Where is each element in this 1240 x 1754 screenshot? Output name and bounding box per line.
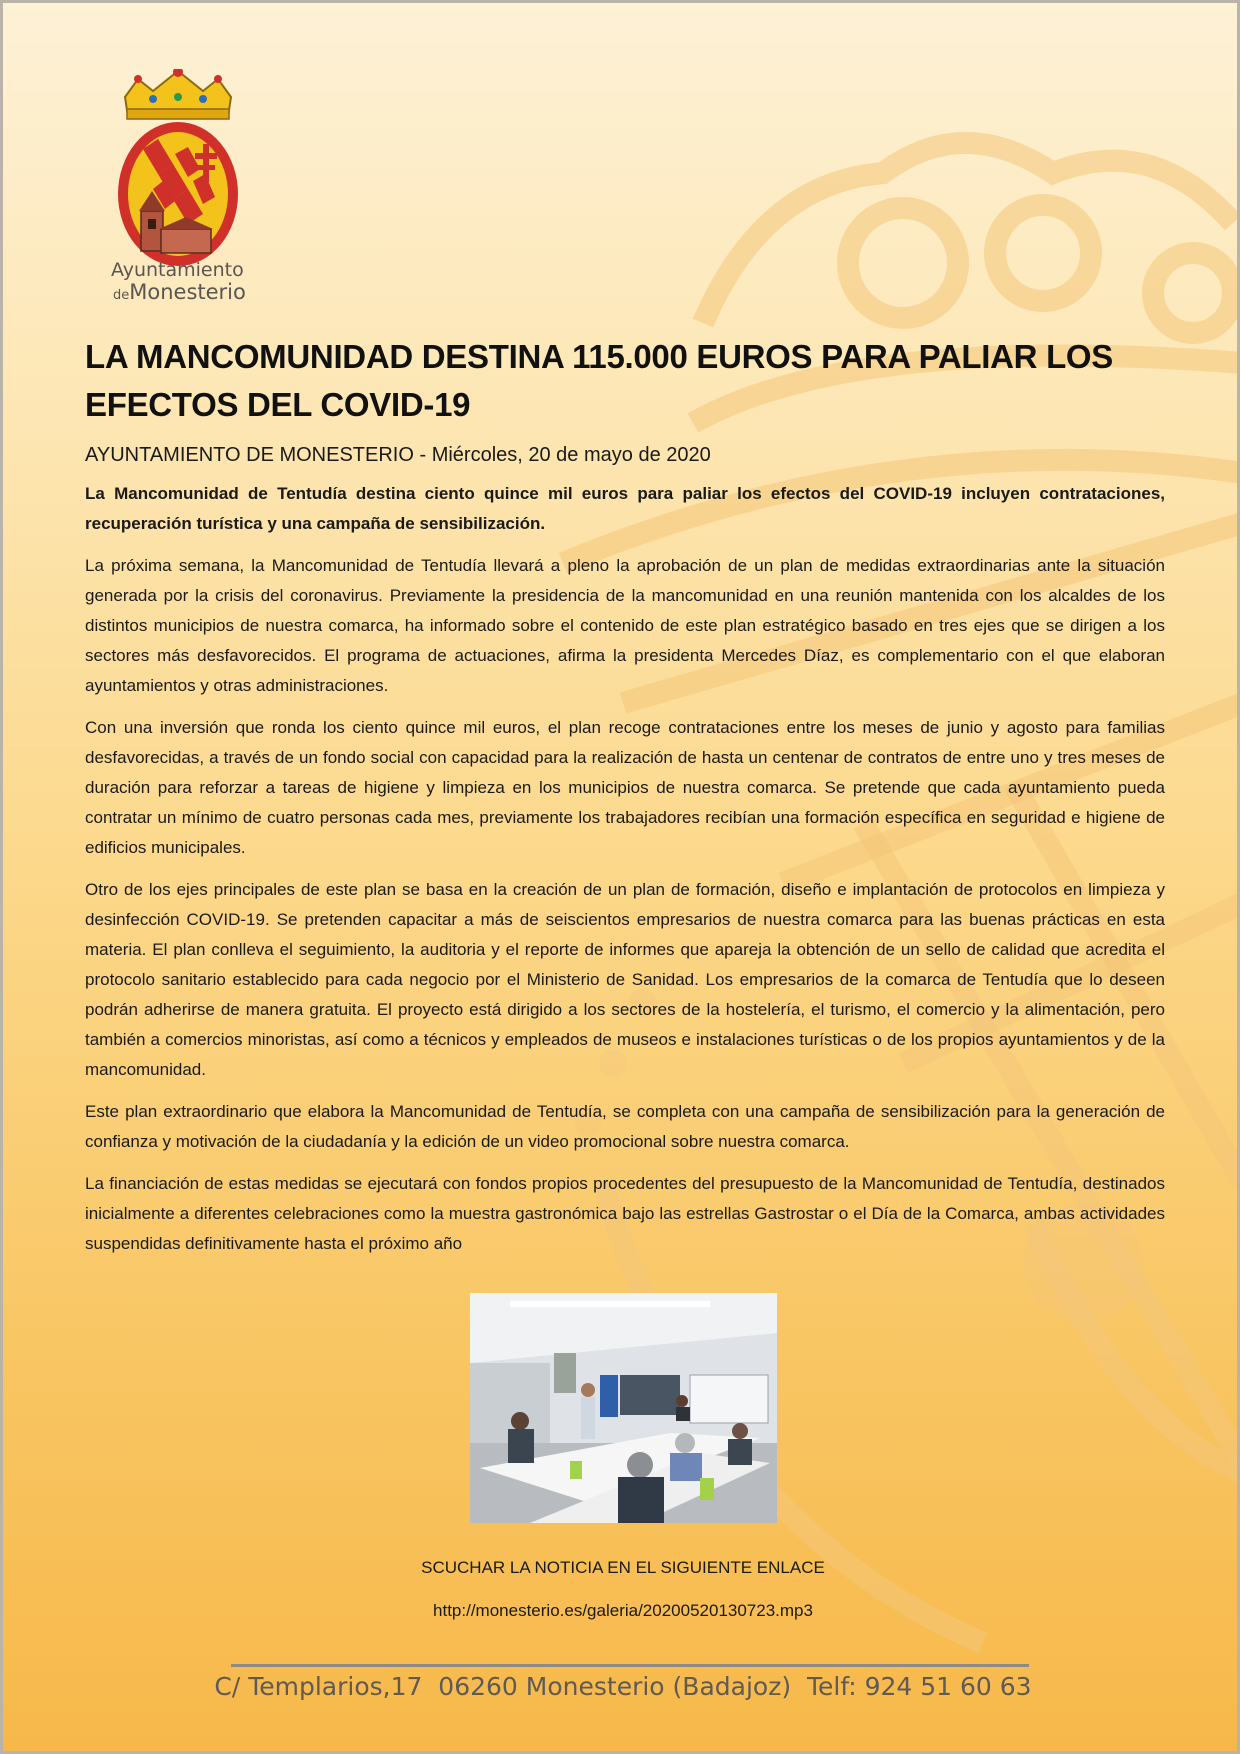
listen-label: SCUCHAR LA NOTICIA EN EL SIGUIENTE ENLACE [421,1558,825,1577]
byline: AYUNTAMIENTO DE MONESTERIO - Miércoles, 20 de mayo de 2020 [85,444,711,466]
body-paragraph: Otro de los ejes principales de este plan se basa en la creación de un plan de formación, diseño e implantación de protocolos en limpieza y desinfección COVID-19. Se pretenden capacitar a más de seiscientos empresarios de nuestra comarca para las buenas prácticas en esta materia. El plan conlleva el seguimiento, la auditoria y el reporte de informes que apareja la obtención de un sello de calidad que acredita el protocolo sanitario establecido para cada negocio por el Ministerio de Sanidad. Los empresarios de la comarca de Tentudía que lo deseen podrán adherirse de manera gratuita. El proyecto está dirigido a los sectores de la hostelería, el turismo, el comercio y la alimentación, pero también a comercios minoristas, así como a técnicos y empleados de museos e instalaciones turísticas o de los propios ayuntamientos y de la mancomunidad. [85,880,1165,1079]
article [85,333,1165,1259]
audio-link[interactable]: http://monesterio.es/galeria/20200520130723.mp3 [433,1601,813,1620]
logo-wordmark [111,259,261,307]
meeting-photo [470,1293,777,1523]
body-paragraph: Este plan extraordinario que elabora la Mancomunidad de Tentudía, se completa con una campaña de sensibilización para la generación de confianza y motivación de la ciudadanía y la edición de un video promocional sobre nuestra comarca. [85,1102,1165,1151]
logo-line2-big: Monesterio [129,280,246,304]
meeting-photo-illustration [470,1293,777,1523]
lead-paragraph: La Mancomunidad de Tentudía destina ciento quince mil euros para paliar los efectos del COVID-19 incluyen contrataciones, recuperación turística y una campaña de sensibilización. [85,484,1165,533]
footer-address: C/ Templarios,17 06260 Monesterio (Badajoz) Telf: 924 51 60 63 [214,1672,1032,1701]
logo-line1: Ayuntamiento [111,259,244,281]
title-line1: LA MANCOMUNIDAD DESTINA 115.000 EUROS PARA PALIAR LOS [85,338,1113,375]
body-paragraph: La financiación de estas medidas se ejecutará con fondos propios procedentes del presupuesto de la Mancomunidad de Tentudía, destinados inicialmente a diferentes celebraciones como la muestra gastronómica bajo las estrellas Gastrostar o el Día de la Comarca, ambas actividades suspendidas definitivamente hasta el próximo año [85,1174,1165,1253]
page-title [85,333,1165,429]
logo-line2 [113,281,261,307]
body-paragraph: Con una inversión que ronda los ciento quince mil euros, el plan recoge contrataciones entre los meses de junio y agosto para familias desfavorecidas, a través de un fondo social con capacidad para la realización de hasta un centenar de contratos de entre uno y tres meses de duración para reforzar a tareas de higiene y limpieza en los municipios de nuestra comarca. Se pretende que cada ayuntamiento pueda contratar un mínimo de cuatro personas cada mes, previamente los trabajadores recibían una formación específica en seguridad e higiene de edificios municipales. [85,718,1165,857]
body-paragraph: La próxima semana, la Mancomunidad de Tentudía llevará a pleno la aprobación de un plan de medidas extraordinarias ante la situación generada por la crisis del coronavirus. Previamente la presidencia de la mancomunidad en una reunión mantenida con los alcaldes de los distintos municipios de nuestra comarca, ha informado sobre el contenido de este plan estratégico basado en tres ejes que se dirigen a los sectores más desfavorecidos. El programa de actuaciones, afirma la presidenta Mercedes Díaz, es complementario con el que elaboran ayuntamientos y otras administraciones. [85,556,1165,695]
title-line2: EFECTOS DEL COVID-19 [85,386,471,423]
logo-line2-small: de [113,288,130,303]
